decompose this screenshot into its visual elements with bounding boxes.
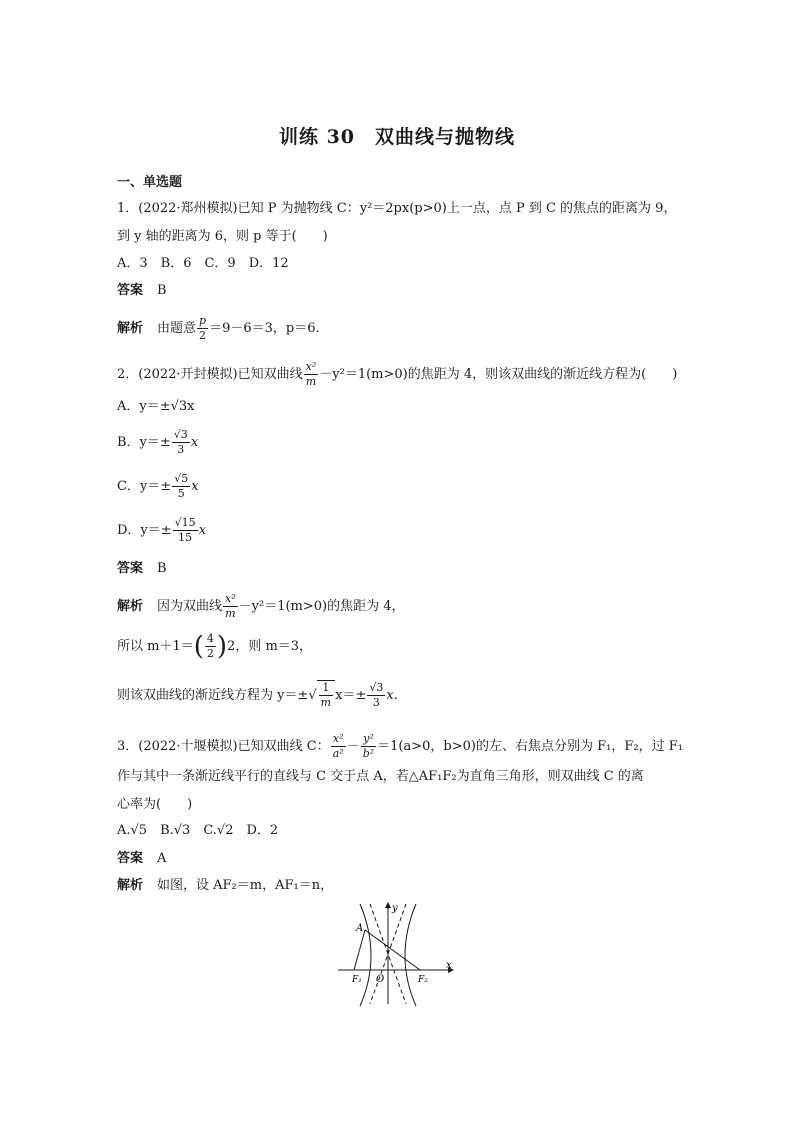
- fraction: $\frac{p}{2}$: [199, 314, 207, 342]
- hyperbola-right-branch: [405, 904, 416, 1006]
- label-a: A: [356, 923, 364, 934]
- answer-value: B: [157, 561, 167, 576]
- q3-analysis: 解析 如图，设 AF₂＝m，AF₁＝n，: [117, 878, 334, 893]
- label-f1: F₁: [352, 975, 362, 985]
- q3-options: A.√5 B.√3 C.√2 D．2: [117, 823, 279, 838]
- q2-option-c: C．y＝± $\frac{√5}{5}$ x: [117, 472, 199, 500]
- q2-analysis-line3: 则该双曲线的渐近线方程为 y＝±√ $\frac{1}{m}$ x＝± $\frac{√3}{3}$ x.: [117, 681, 398, 709]
- segment-af1: [354, 930, 365, 970]
- analysis-label: 解析: [117, 599, 144, 614]
- answer-value: B: [157, 283, 167, 298]
- y-axis-arrow: [385, 902, 391, 908]
- q2-option-d: D．y＝± $\frac{√15}{15}$ x: [117, 516, 207, 544]
- analysis-label: 解析: [117, 321, 144, 336]
- answer-label: 答案: [117, 851, 144, 866]
- label-x: x: [446, 960, 452, 971]
- q1-stem-line2: 到 y 轴的距离为 6，则 p 等于( ): [117, 229, 328, 244]
- q2-answer: [117, 560, 167, 578]
- section-heading: 一、单选题: [117, 175, 183, 190]
- q2-stem: 2．(2022·开封模拟)已知双曲线 $\frac{\text{x²}}{m}$ －y²＝1(m>0)的焦距为 4，则该双曲线的渐近线方程为( ): [117, 360, 678, 388]
- answer-label: 答案: [117, 283, 144, 298]
- analysis-text: ＝9－6＝3，p＝6.: [209, 321, 320, 336]
- q3-stem-line1: 3．(2022·十堰模拟)已知双曲线 C： $\frac{\text{x²}}{\text{a²}}$ － $\frac{\text{y²}}{\text{b²}}$ ＝1(a>0，b>0)的左、右焦点分别为 F₁，F₂，过 F₁: [117, 732, 683, 760]
- q1-options: A．3 B．6 C．9 D．12: [117, 256, 289, 271]
- q1-analysis: [117, 314, 320, 343]
- analysis-label: 解析: [117, 878, 144, 893]
- answer-value: A: [157, 851, 167, 866]
- answer-label: 答案: [117, 561, 144, 576]
- label-y: y: [392, 903, 398, 914]
- q3-stem-line3: 心率为( ): [117, 797, 193, 812]
- label-f2: F₂: [418, 975, 428, 985]
- q3-answer: [117, 850, 166, 868]
- q2-analysis-line2: 所以 m＋1＝( $\frac{4}{2}$ )2，则 m＝3，: [117, 631, 313, 662]
- q2-option-a: A．y＝±√3x: [117, 399, 195, 414]
- label-o: O: [376, 974, 385, 985]
- q1-stem-line1: 1．(2022·郑州模拟)已知 P 为抛物线 C：y²＝2px(p>0)上一点，点 P 到 C 的焦点的距离为 9，: [117, 201, 677, 216]
- q3-stem-line2: 作与其中一条渐近线平行的直线与 C 交于点 A，若△AF₁F₂为直角三角形，则双曲线 C 的离: [117, 769, 644, 784]
- q2-option-b: B．y＝± $\frac{√3}{3}$ x: [117, 428, 199, 456]
- segment-af2: [365, 930, 420, 970]
- q2-analysis-line1: 解析 因为双曲线 $\frac{\text{x²}}{m}$ －y²＝1(m>0)的焦距为 4，: [117, 592, 405, 620]
- hyperbola-figure: [330, 900, 470, 1010]
- page-title: 训练 30 双曲线与抛物线: [278, 126, 516, 148]
- q1-answer: [117, 282, 167, 300]
- analysis-text: 由题意: [157, 321, 197, 336]
- fraction: $\frac{\text{x²}}{m}$: [305, 360, 317, 388]
- hyperbola-left-branch: [360, 904, 371, 1006]
